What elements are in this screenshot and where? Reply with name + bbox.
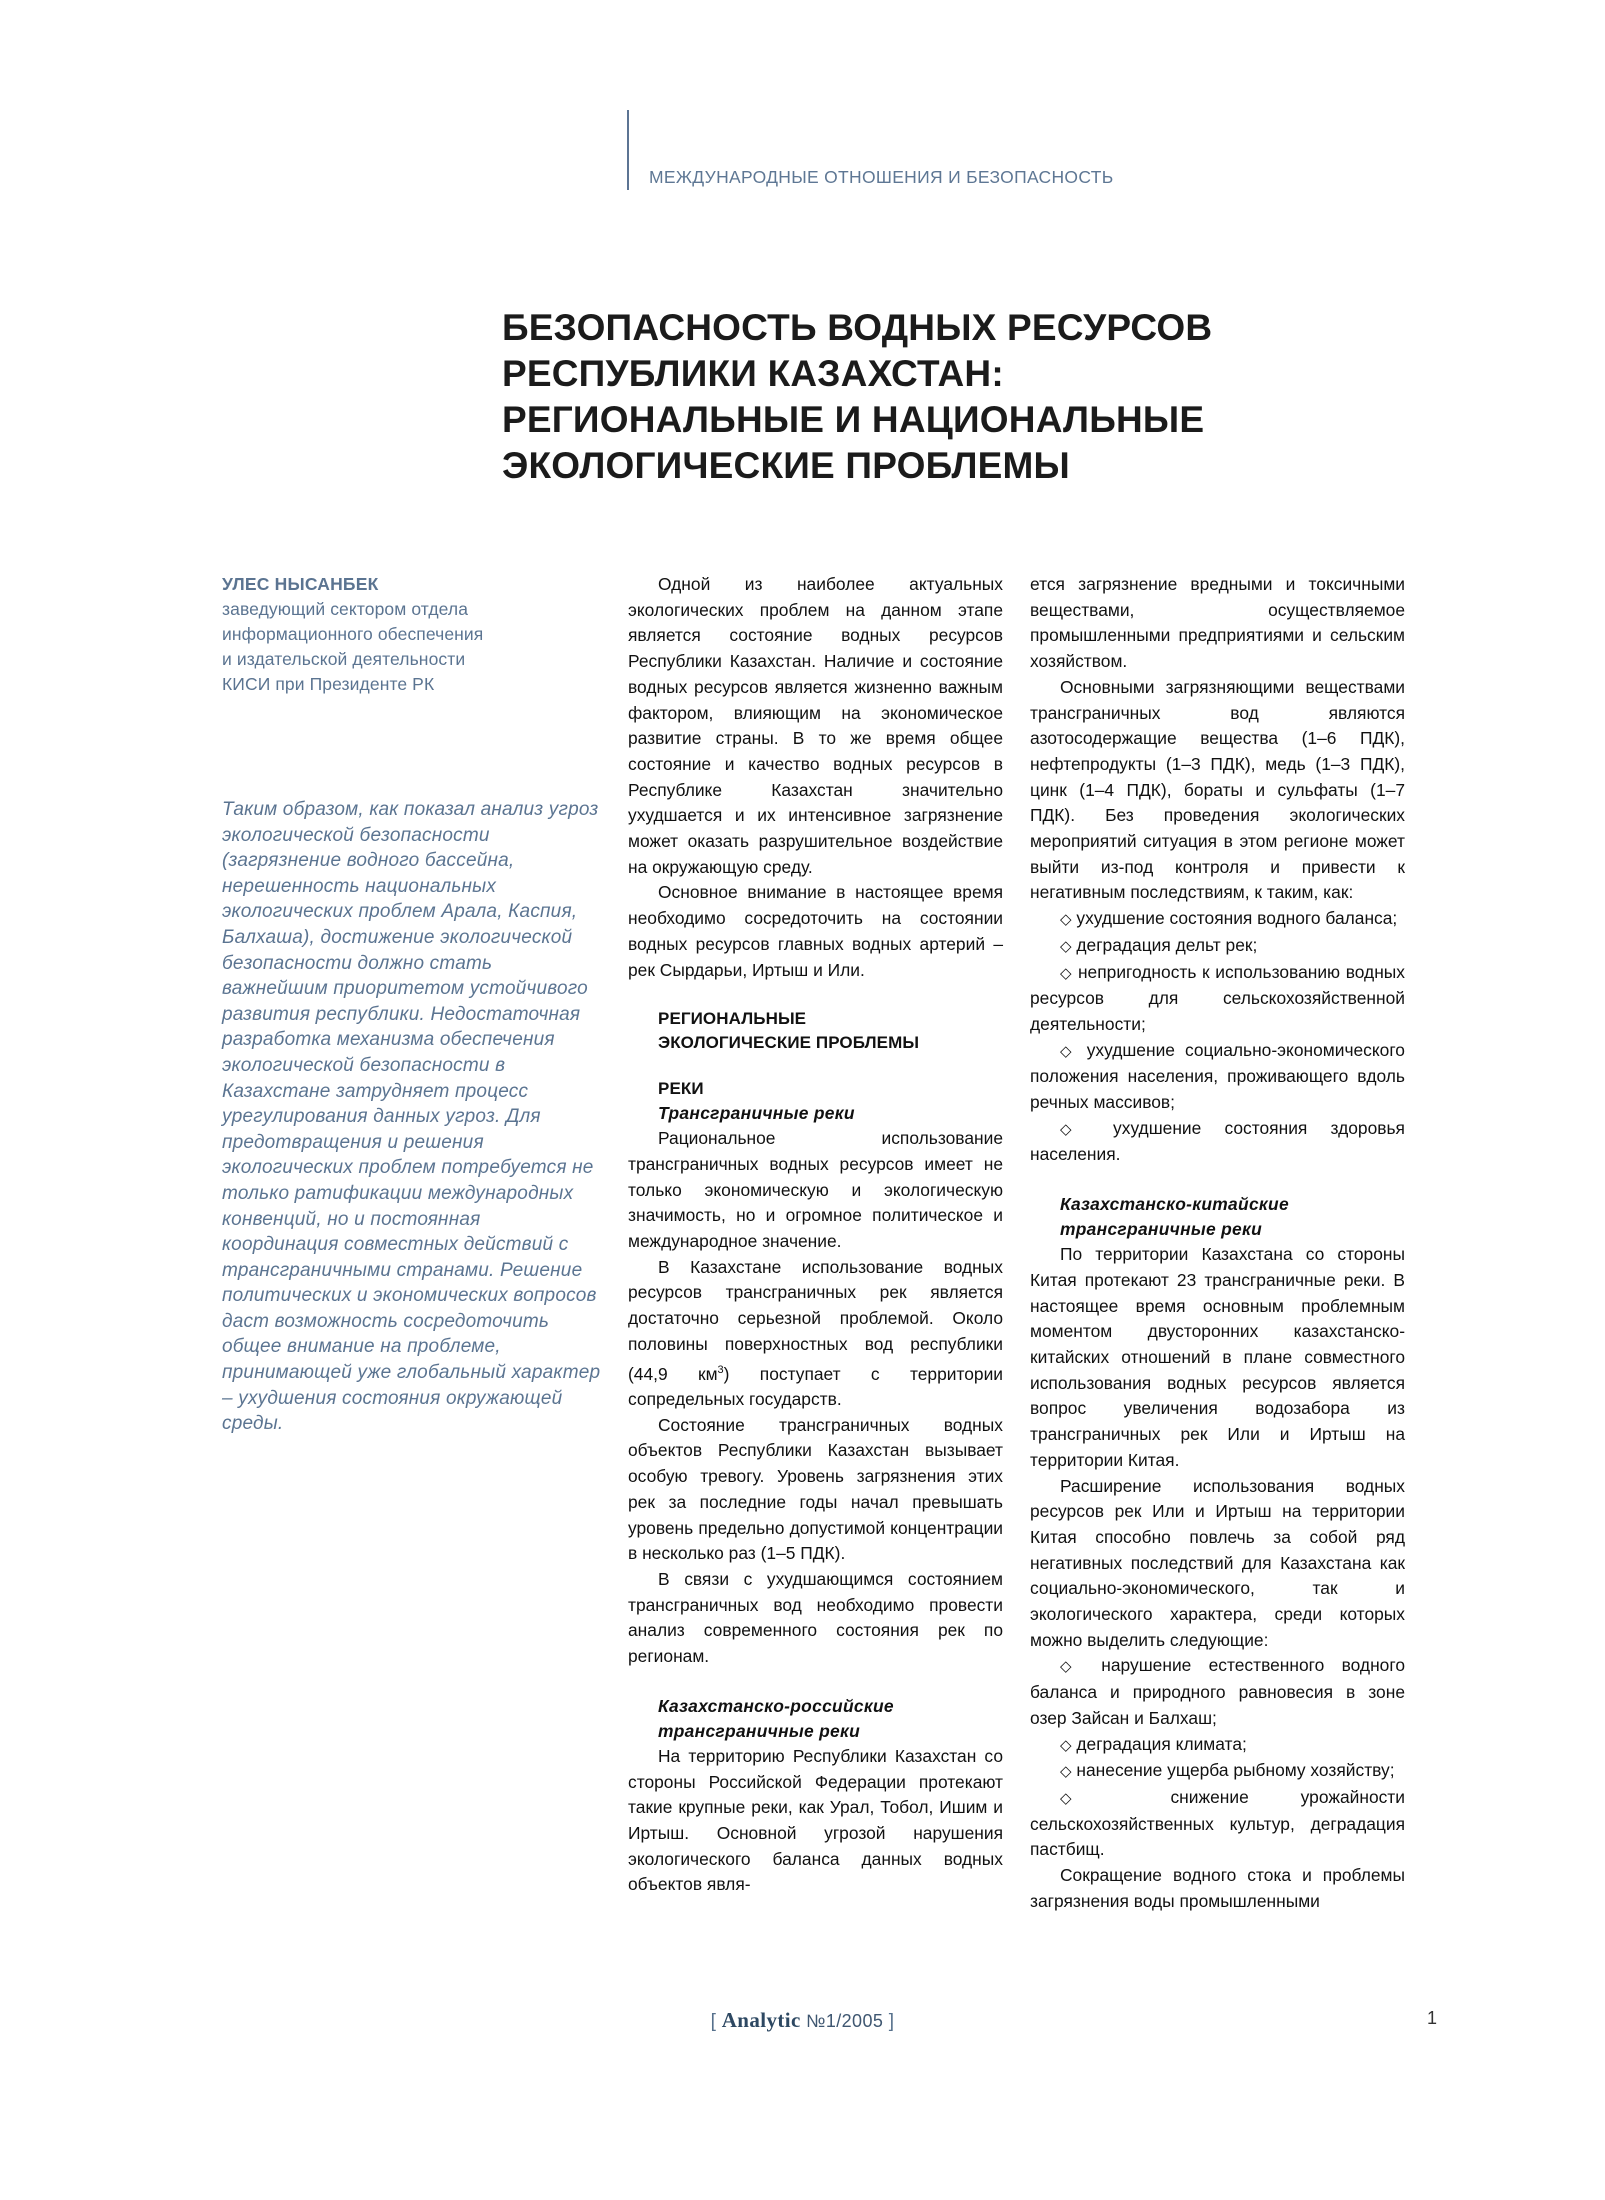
footer-issue: №1/2005 <box>806 2011 884 2031</box>
list-item <box>1030 1758 1405 1785</box>
lozenge-icon: ◇ <box>1060 1658 1084 1676</box>
list-item-label: непригодность к использованию водных ресурсов для сельскохозяйственной деятельности; <box>1030 961 1405 1034</box>
list-item-label: деградация климата; <box>1076 1733 1247 1754</box>
list-item <box>1030 960 1405 1038</box>
page-title-line-4: ЭКОЛОГИЧЕСКИЕ ПРОБЛЕМЫ <box>502 445 1070 486</box>
paragraph: Сокращение водного стока и проблемы загрязнения воды промышленными <box>1030 1865 1405 1911</box>
list-item-label: нарушение естественного водного баланса и природного равновесия в зоне озер Зайсан и Балхаш; <box>1030 1655 1405 1728</box>
page-title-line-1: БЕЗОПАСНОСТЬ ВОДНЫХ РЕСУРСОВ <box>502 307 1213 348</box>
paragraph: Основное внимание в настоящее время необходимо сосредоточить на состоянии водных ресурсов главных водных артерий – рек Сырдарьи, Иртыш и Или. <box>628 882 1003 980</box>
author-role-line-4: КИСИ при Президенте РК <box>222 674 435 694</box>
lozenge-icon: ◇ <box>1060 1763 1072 1781</box>
pull-quote: Таким образом, как показал анализ угроз экологической безопасности (загрязнение водного бассейна, нерешенность национальных экологических проблем Арала, Каспия, Балхаша), достижение экологической безопасности должно стать важнейшим приоритетом устойчивого развития республики. Недостаточная разработка механизма обеспечения экологической безопасности в Казахстане затрудняет процесс урегулирования данных угроз. Для предотвращения и решения экологических проблем потребуется не только ратификации международных конвенций, но и постоянная координация совместных действий с трансграничными странами. Решение политических и экономических вопросов даст возможность сосредоточить общее внимание на проблеме, принимающей уже глобальный характер – ухудшения состояния окружающей среды. <box>222 799 601 1435</box>
heading-rivers: РЕКИ <box>658 1079 704 1099</box>
author-name: УЛЕС НЫСАНБЕК <box>222 574 379 594</box>
heading-regional-line-2: ЭКОЛОГИЧЕСКИЕ ПРОБЛЕМЫ <box>658 1033 920 1053</box>
page-footer <box>0 2008 1605 2048</box>
list-item <box>1030 933 1405 960</box>
paragraph: Основными загрязняющими веществами трансграничных вод являются азотосодержащие вещества (1–6 ПДК), нефтепродукты (1–3 ПДК), медь (1–3 ПДК), цинк (1–4 ПДК), бораты и сульфаты (1–7 ПДК). Без проведения экологических мероприятий ситуация в этом регионе может выйти из-под контроля и привести к негативным последствиям, к таким, как: <box>1030 676 1405 903</box>
superscript-cubic: 3 <box>717 1363 724 1376</box>
author-role-line-1: заведующий сектором отдела <box>222 599 469 619</box>
running-head <box>627 110 1113 190</box>
running-head-rule <box>627 110 629 190</box>
paragraph: Расширение использования водных ресурсов рек Или и Иртыш на территории Китая способно повлечь за собой ряд негативных последствий для Казахстана как социально-экономического, так и экологического характера, среди которых можно выделить следующие: <box>1030 1475 1405 1650</box>
heading-kz-ru-line-2: трансграничные реки <box>658 1720 861 1741</box>
heading-regional-line-1: РЕГИОНАЛЬНЫЕ <box>658 1009 807 1029</box>
column-right <box>1030 572 1405 1914</box>
author-block <box>222 572 602 697</box>
list-item-label: ухудшение состояния здоровья населения. <box>1030 1117 1405 1165</box>
lozenge-icon: ◇ <box>1060 1789 1119 1807</box>
lozenge-icon: ◇ <box>1060 1736 1072 1754</box>
paragraph-part-b: ) поступает с территории сопредельных государств. <box>628 1363 1003 1410</box>
paragraph: ется загрязнение вредными и токсичными веществами, осуществляемое промышленными предприятиями и сельским хозяйством. <box>1030 574 1405 672</box>
list-item <box>1030 1038 1405 1116</box>
page-title-line-3: РЕГИОНАЛЬНЫЕ И НАЦИОНАЛЬНЫЕ <box>502 399 1205 440</box>
lozenge-icon: ◇ <box>1060 911 1072 929</box>
paragraph: Одной из наиболее актуальных экологических проблем на данном этапе является состояние водных ресурсов Республики Казахстан. Наличие и состояние водных ресурсов является жизненно важным фактором, влияющим на экономическое развитие страны. В то же время общее состояние и качество водных ресурсов в Республике Казахстан значительно ухудшается и их интенсивное загрязнение может оказать разрушительное воздействие на окружающую среду. <box>628 574 1003 877</box>
list-item <box>1030 1116 1405 1168</box>
paragraph: В связи с ухудшающимся состоянием трансграничных вод необходимо провести анализ современного состояния рек по регионам. <box>628 1569 1003 1667</box>
list-item <box>1030 906 1405 933</box>
list-item-label: ухудшение социально-экономического положения населения, проживающего вдоль речных массивов; <box>1030 1039 1405 1113</box>
list-item-label: нанесение ущерба рыбному хозяйству; <box>1076 1760 1395 1781</box>
paragraph: На территорию Республики Казахстан со стороны Российской Федерации протекают такие крупные реки, как Урал, Тобол, Ишим и Иртыш. Основной угрозой нарушения экологического баланса данных водных объектов явля- <box>628 1745 1003 1895</box>
paragraph-part-a: В Казахстане использование водных ресурсов трансграничных рек является достаточно серьезной проблемой. Около половины поверхностных вод республики (44,9 км <box>628 1256 1003 1384</box>
lozenge-icon: ◇ <box>1060 937 1072 955</box>
list-item <box>1030 1653 1405 1731</box>
paragraph: Состояние трансграничных водных объектов Республики Казахстан вызывает особую тревогу. Уровень загрязнения этих рек за последние годы начал превышать уровень предельно допустимой концентрации в несколько раз (1–5 ПДК). <box>628 1414 1003 1564</box>
footer-bracket-right: ] <box>888 2011 895 2032</box>
paragraph: Рациональное использование трансграничных водных ресурсов имеет не только экономическую и экологическую значимость, но и огромное политическое и международное значение. <box>628 1128 1003 1252</box>
list-item <box>1030 1785 1405 1863</box>
lozenge-icon: ◇ <box>1060 964 1073 982</box>
page-title-line-2: РЕСПУБЛИКИ КАЗАХСТАН: <box>502 353 1004 394</box>
list-item <box>1030 1732 1405 1759</box>
running-head-text: МЕЖДУНАРОДНЫЕ ОТНОШЕНИЯ И БЕЗОПАСНОСТЬ <box>649 166 1114 187</box>
list-item-label: снижение урожайности сельскохозяйственных культур, деградация пастбищ. <box>1030 1786 1405 1860</box>
heading-kz-cn-line-2: трансграничные реки <box>1060 1219 1263 1240</box>
page-title <box>502 305 1422 489</box>
footer-bracket-left: [ <box>710 2011 717 2032</box>
heading-kz-cn-line-1: Казахстанско-китайские <box>1060 1194 1289 1215</box>
heading-transboundary-rivers: Трансграничные реки <box>658 1103 855 1124</box>
paragraph: По территории Казахстана со стороны Китая протекают 23 трансграничные реки. В настоящее время основным проблемным моментом двусторонних казахстанско-китайских отношений в плане совместного использования водных ресурсов является вопрос увеличения водозабора из трансграничных рек Или и Иртыш на территории Китая. <box>1030 1244 1405 1470</box>
author-role-line-3: и издательской деятельности <box>222 649 466 669</box>
footer-imprint <box>0 2008 1605 2033</box>
list-item-label: ухудшение состояния водного баланса; <box>1076 908 1398 929</box>
lozenge-icon: ◇ <box>1060 1042 1077 1060</box>
column-middle <box>628 572 1003 1898</box>
column-left <box>222 572 602 1437</box>
list-item-label: деградация дельт рек; <box>1076 934 1258 955</box>
author-role-line-2: информационного обеспечения <box>222 624 484 644</box>
lozenge-icon: ◇ <box>1060 1120 1090 1138</box>
heading-kz-ru-line-1: Казахстанско-российские <box>658 1695 894 1716</box>
page-number: 1 <box>1426 2008 1437 2028</box>
footer-brand: Analytic <box>721 2008 801 2032</box>
paragraph <box>628 1255 1003 1413</box>
